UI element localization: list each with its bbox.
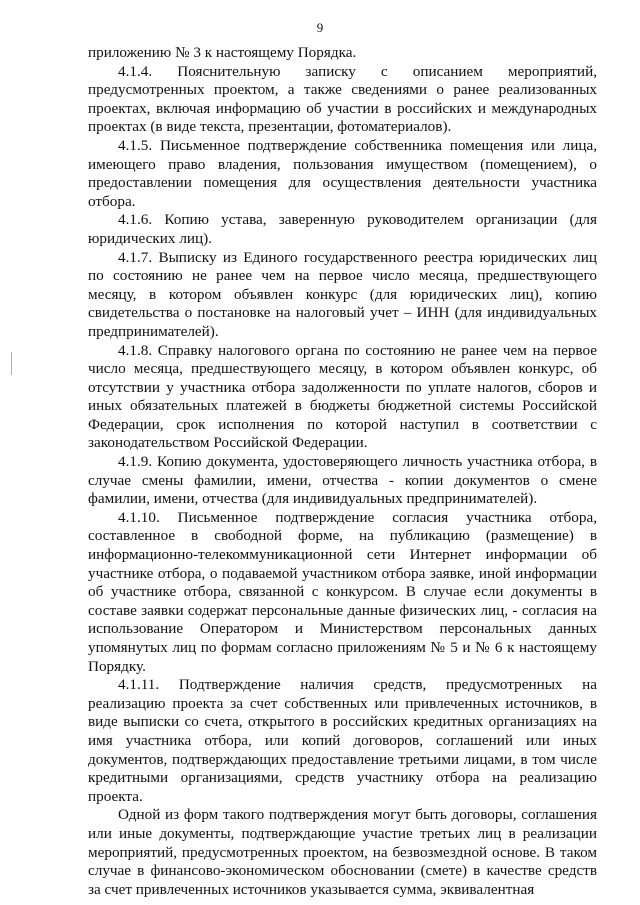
document-body	[88, 44, 597, 899]
paragraph-continuation: приложению № 3 к настоящему Порядка.	[88, 44, 357, 61]
paragraph-4-1-9: 4.1.9. Копию документа, удостоверяющего личность участника отбора, в случае смены фамилии, имени, отчества - копии документов о смене фамилии, имени, отчества (для индивидуальных предпринимателей).	[88, 453, 597, 508]
paragraph-4-1-10: 4.1.10. Письменное подтверждение согласия участника отбора, составленное в свободной форме, на публикацию (размещение) в информационно-телекоммуникационной сети Интернет информации об участнике отбора, о подаваемой участником отбора заявке, иной информации об участнике отбора, связанной с конкурсом. В случае если документы в составе заявки содержат персональные данные физических лиц, - согласия на использование Оператором и Министерством персональных данных упомянутых лиц по формам согласно приложениям № 5 и № 6 к настоящему Порядку.	[88, 508, 597, 675]
paragraph-4-1-4: 4.1.4. Пояснительную записку с описанием мероприятий, предусмотренных проектом, а также сведениями о ранее реализованных проектах, включая информацию об участии в российских и международных проектах (в виде текста, презентации, фотоматериалов).	[88, 62, 597, 136]
paragraph-4-1-7: 4.1.7. Выписку из Единого государственного реестра юридических лиц по состоянию не ранее чем на первое число месяца, предшествующего месяцу, в котором объявлен конкурс (для юридических лиц), копию свидетельства о постановке на налоговый учет – ИНН (для индивидуальных предпринимателей).	[88, 248, 597, 340]
paragraph-confirmation-forms: Одной из форм такого подтверждения могут быть договоры, соглашения или иные документы, подтверждающие участие третьих лиц в реализации мероприятий, предусмотренных проектом, на безвозмездной основе. В таком случае в финансово-экономическом обосновании (смете) в качестве средств за счет привлеченных источников указывается сумма, эквивалентная	[88, 806, 597, 898]
scan-mark	[11, 352, 12, 375]
paragraph-4-1-6: 4.1.6. Копию устава, заверенную руководителем организации (для юридических лиц).	[88, 211, 597, 247]
paragraph-4-1-11: 4.1.11. Подтверждение наличия средств, предусмотренных на реализацию проекта за счет собственных или привлеченных источников, в виде выписки со счета, открытого в российских кредитных организациях на имя участника отбора, или копий договоров, соглашений или иных документов, подтверждающих предоставление третьими лицами, в том числе кредитными организациями, средств участнику отбора на реализацию проекта.	[88, 676, 597, 805]
page-number: 9	[316, 20, 324, 35]
paragraph-4-1-8: 4.1.8. Справку налогового органа по состоянию не ранее чем на первое число месяца, предшествующего месяцу, в котором объявлен конкурс, об отсутствии у участника отбора задолженности по уплате налогов, сборов и иных обязательных платежей в бюджеты бюджетной системы Российской Федерации, срок исполнения по которой наступил в соответствии с законодательством Российской Федерации.	[88, 341, 597, 452]
paragraph-4-1-5: 4.1.5. Письменное подтверждение собственника помещения или лица, имеющего право владения, пользования имуществом (помещением), о предоставлении помещения для осуществления деятельности участника отбора.	[88, 136, 597, 210]
